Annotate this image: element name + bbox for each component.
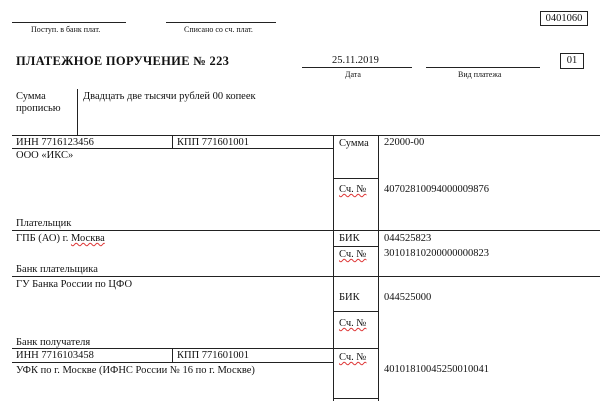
recipient-inn-row-line bbox=[12, 362, 333, 363]
amount-label: Сумма bbox=[339, 138, 369, 149]
recipient-account: 40101810045250010041 bbox=[384, 364, 489, 375]
bik-row-line bbox=[333, 246, 378, 247]
payment-type-line bbox=[426, 67, 540, 68]
form-code-box: 0401060 bbox=[540, 11, 588, 26]
recipient-bank-bottom-line bbox=[12, 348, 378, 349]
debited-label: Списано со сч. плат. bbox=[184, 25, 253, 34]
main-divider-a bbox=[333, 135, 334, 401]
amount-words-divider bbox=[77, 89, 78, 135]
amount-words-value: Двадцать две тысячи рублей 00 копеек bbox=[83, 91, 256, 102]
debited-line bbox=[166, 22, 276, 23]
payer-bank-name: ГПБ (АО) г. Москва bbox=[16, 233, 105, 244]
payer-label: Плательщик bbox=[16, 218, 72, 229]
amount-words-label-2: прописью bbox=[16, 103, 61, 114]
payer-bank-label: Банк плательщика bbox=[16, 264, 98, 275]
recipient-kpp: КПП 771601001 bbox=[177, 350, 250, 361]
payer-bank-bik: 044525823 bbox=[384, 233, 432, 244]
status-code-box: 01 bbox=[560, 53, 584, 69]
recipient-bank-bik: 044525000 bbox=[384, 292, 432, 303]
payer-bank-bik-label: БИК bbox=[339, 233, 360, 244]
received-line bbox=[12, 22, 126, 23]
recipient-bank-label: Банк получателя bbox=[16, 337, 91, 348]
date-line bbox=[302, 67, 412, 68]
payment-type-label: Вид платежа bbox=[458, 70, 502, 79]
payer-account-label: Сч. № bbox=[339, 184, 367, 195]
grid-top-line bbox=[12, 135, 600, 136]
recipient-name: УФК по г. Москве (ИФНС России № 16 по г. Москве) bbox=[16, 365, 255, 376]
payer-kpp: КПП 771601001 bbox=[177, 137, 250, 148]
payer-bank-account: 30101810200000000823 bbox=[384, 248, 489, 259]
recipient-bank-account-label: Сч. № bbox=[339, 318, 367, 329]
amount-words-label-1: Сумма bbox=[16, 91, 46, 102]
recipient-account-label: Сч. № bbox=[339, 352, 367, 363]
payer-bottom-line bbox=[12, 230, 600, 231]
recipient-bik-row-line bbox=[333, 311, 378, 312]
document-title: ПЛАТЕЖНОЕ ПОРУЧЕНИЕ № 223 bbox=[16, 54, 230, 68]
inn-row-line bbox=[12, 148, 333, 149]
payer-bank-bottom-line bbox=[12, 276, 600, 277]
received-label: Поступ. в банк плат. bbox=[31, 25, 101, 34]
next-row-line bbox=[333, 398, 378, 399]
payer-inn: ИНН 7716123456 bbox=[16, 137, 94, 148]
payer-account: 40702810094000009876 bbox=[384, 184, 489, 195]
document-date: 25.11.2019 bbox=[332, 55, 379, 66]
date-label: Дата bbox=[345, 70, 361, 79]
payer-bank-account-label: Сч. № bbox=[339, 249, 367, 260]
main-divider-b bbox=[378, 135, 379, 401]
recipient-inn-kpp-divider bbox=[172, 348, 173, 362]
payer-name: ООО «ИКС» bbox=[16, 150, 74, 161]
recipient-inn: ИНН 7716103458 bbox=[16, 350, 94, 361]
inn-kpp-divider bbox=[172, 135, 173, 148]
recipient-bank-bik-label: БИК bbox=[339, 292, 360, 303]
recipient-bank-name: ГУ Банка России по ЦФО bbox=[16, 279, 133, 290]
amount-value: 22000-00 bbox=[384, 137, 425, 148]
payer-row-end-line bbox=[333, 178, 378, 179]
